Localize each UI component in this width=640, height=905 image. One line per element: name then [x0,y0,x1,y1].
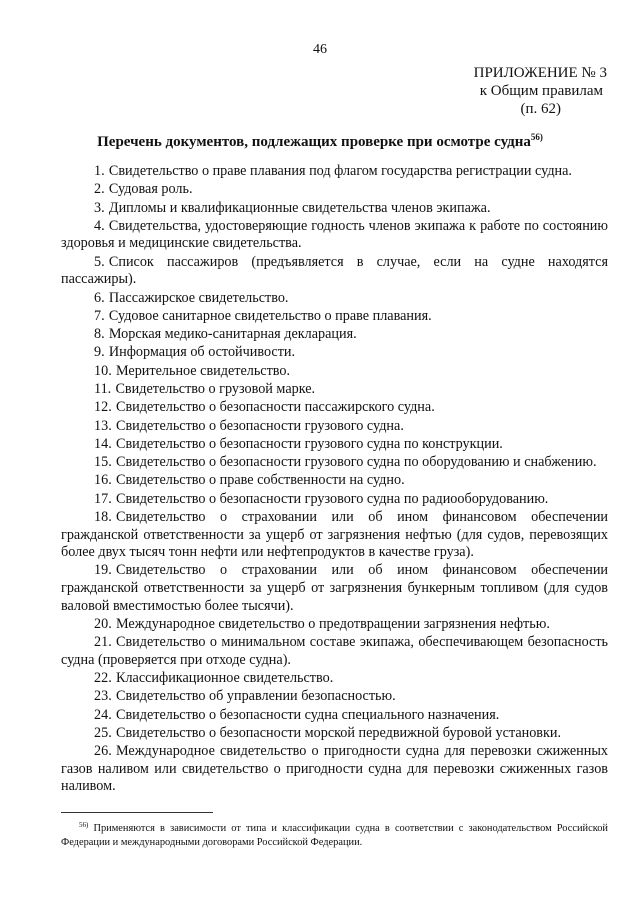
list-item-text: Свидетельство о минимальном составе экипажа, обеспечивающем безопасность судна (проверяется при отходе судна). [61,634,608,668]
list-item [61,491,608,509]
list-item [61,254,608,289]
list-item-text: Судовая роль. [108,181,193,198]
list-item [61,562,608,615]
list-item [61,218,608,253]
list-item-number: 3. [94,199,105,216]
list-item-text: Список пассажиров (предъявляется в случае, если на судне находятся пассажиры). [61,253,608,288]
list-item-number: 11. [94,381,112,397]
list-item [61,634,608,669]
list-item [61,163,608,181]
list-item-text: Информация об остойчивости. [108,344,296,361]
list-item-number: 7. [94,307,105,324]
appendix-paragraph: (п. 62) [520,101,561,117]
list-item [61,707,608,725]
footnote-divider [61,812,213,813]
list-item-text: Свидетельство о безопасности судна специального назначения. [115,706,500,723]
list-item [61,418,608,436]
list-item [61,363,608,381]
footnote-text: Применяются в зависимости от типа и классификации судна в соответствии с законодательством Российской Федерации и международными договорами Российской Федерации. [61,823,608,848]
list-item-number: 23. [94,688,112,705]
list-item-number: 16. [94,472,112,489]
list-item-text: Свидетельство о безопасности грузового судна по конструкции. [115,435,503,452]
list-item-text: Мерительное свидетельство. [115,362,291,379]
list-item-number: 19. [94,562,112,579]
footnote [61,819,608,849]
list-item-number: 5. [94,253,105,270]
list-item-text: Свидетельство об управлении безопасностью. [115,688,396,705]
page-number: 46 [313,42,327,57]
list-item [61,399,608,417]
list-item-text: Свидетельство о безопасности морской передвижной буровой установки. [115,724,562,741]
list-item [61,743,608,796]
list-item [61,326,608,344]
list-item-text: Свидетельство о страховании или об ином финансовом обеспечении гражданской ответственности за ущерб от загрязнения нефтью (для судов, перевозящих более двух тысяч тонн нефти или нефтепродуктов в качестве груза). [61,508,608,561]
list-item-number: 12. [94,399,112,416]
list-item-number: 15. [94,454,112,471]
list-item-number: 8. [94,326,105,343]
list-item-text: Свидетельство о безопасности грузового судна по оборудованию и снабжению. [115,454,597,471]
list-item-number: 9. [94,344,105,361]
list-item-number: 2. [94,181,105,198]
list-item [61,344,608,362]
list-item [61,436,608,454]
list-item [61,308,608,326]
list-item-number: 10. [94,362,112,379]
appendix-title: ПРИЛОЖЕНИЕ № 3 [473,65,607,81]
list-item [61,472,608,490]
document-title-text: Перечень документов, подлежащих проверке при осмотре судна [97,134,531,150]
appendix-header [407,64,607,118]
list-item-text: Пассажирское свидетельство. [108,289,289,306]
list-item [61,200,608,218]
list-item-text: Дипломы и квалификационные свидетельства членов экипажа. [108,199,491,216]
list-item-text: Международное свидетельство о предотвращении загрязнения нефтью. [115,615,550,632]
list-item [61,381,608,399]
document-title [0,132,640,151]
list-item [61,688,608,706]
list-item [61,454,608,472]
list-item-number: 25. [94,724,112,741]
list-item [61,670,608,688]
list-item-text: Международное свидетельство о пригодности судна для перевозки сжиженных газов наливом или свидетельство о пригодности судна для перевозки сжиженных газов наливом. [61,743,608,795]
list-item-number: 26. [94,743,112,760]
list-item-number: 6. [94,289,105,306]
list-item-number: 18. [94,508,112,525]
list-item [61,509,608,562]
list-item-number: 20. [94,615,112,632]
list-item [61,290,608,308]
list-item-text: Свидетельство о безопасности грузового судна по радиооборудованию. [115,490,549,507]
list-item-number: 14. [94,435,112,452]
list-item-text: Свидетельство о безопасности грузового судна. [115,417,404,434]
list-item-number: 22. [94,670,112,687]
appendix-reference: к Общим правилам [479,83,603,99]
title-footnote-ref: 56) [530,132,543,142]
list-item-text: Классификационное свидетельство. [115,670,334,687]
list-item [61,725,608,743]
list-item-text: Судовое санитарное свидетельство о праве плавания. [108,307,432,324]
list-item-number: 17. [94,490,112,507]
list-item-number: 21. [94,634,112,651]
list-item-text: Свидетельство о праве собственности на судно. [115,472,405,489]
list-item-text: Свидетельство о грузовой марке. [115,381,316,397]
list-item-text: Свидетельство о безопасности пассажирского судна. [115,399,435,416]
list-item [61,616,608,634]
list-item-text: Свидетельства, удостоверяющие годность членов экипажа к работе по состоянию здоровья и медицинские свидетельства. [61,217,608,252]
list-item-number: 24. [94,706,112,723]
list-item-number: 1. [94,163,105,179]
list-item [61,181,608,199]
list-item-number: 4. [94,217,105,234]
list-item-number: 13. [94,417,112,434]
documents-list [61,163,608,797]
list-item-text: Свидетельство о страховании или об ином финансовом обеспечении гражданской ответственности за ущерб от загрязнения бункерным топливом (для судов валовой вместимостью более тысячи). [61,562,608,614]
list-item-text: Морская медико-санитарная декларация. [108,326,357,343]
list-item-text: Свидетельство о праве плавания под флагом государства регистрации судна. [108,163,572,179]
footnote-marker: 56) [79,821,89,829]
